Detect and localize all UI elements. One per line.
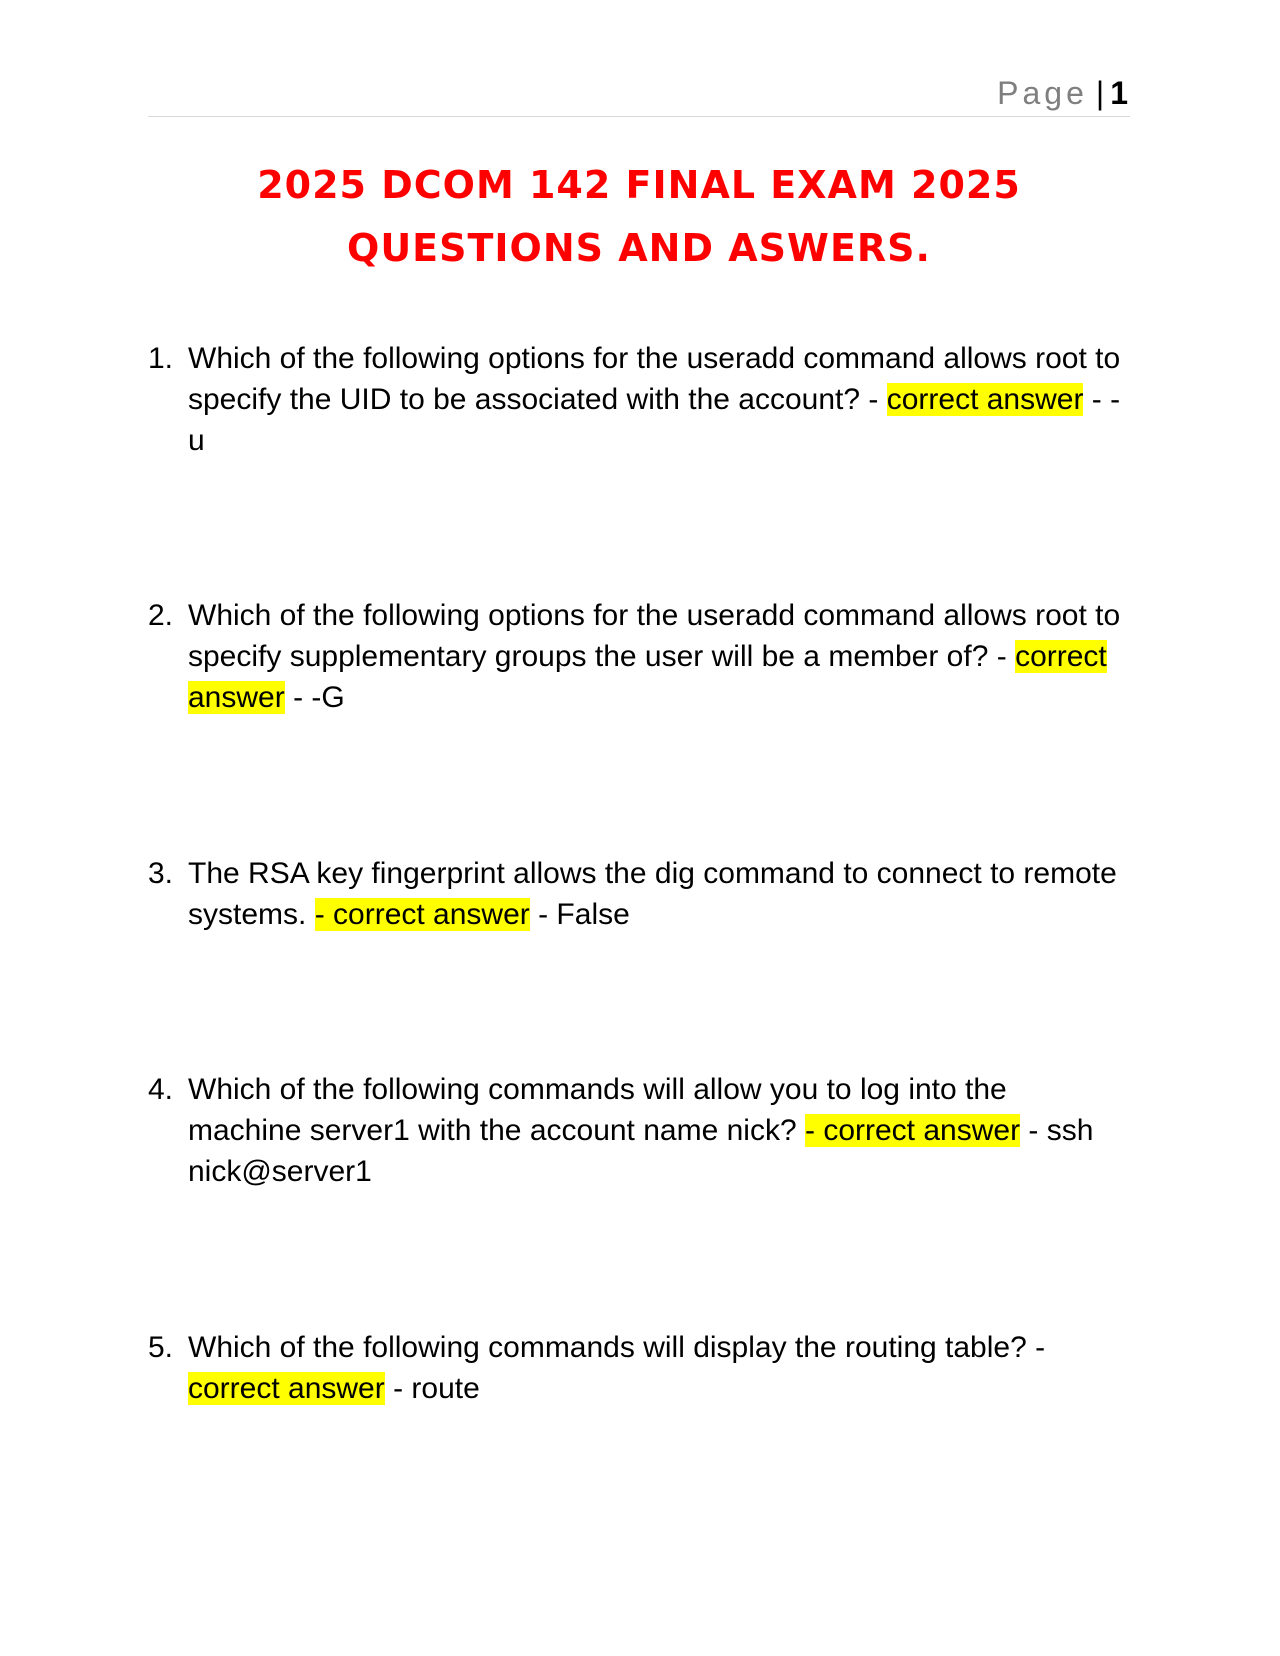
correct-answer-highlight: - correct answer	[314, 898, 530, 931]
page-number: 1	[1110, 75, 1128, 111]
question-body	[188, 1069, 1128, 1192]
answer-text: - route	[393, 1372, 480, 1405]
correct-answer-highlight: correct answer	[188, 1372, 385, 1405]
question-text: The RSA key fingerprint allows the dig command to connect to remote systems.	[188, 857, 1117, 931]
page-header	[148, 70, 1130, 117]
question-number: 2.	[148, 599, 174, 632]
question-number: 4.	[148, 1073, 174, 1106]
document-title	[148, 154, 1130, 280]
page-label: Page	[997, 75, 1088, 111]
question-body	[188, 338, 1128, 461]
answer-text: - ssh nick@server1	[188, 1114, 1094, 1188]
question-2	[148, 595, 1130, 718]
question-body	[188, 595, 1128, 718]
question-number: 1.	[148, 342, 174, 375]
question-text: Which of the following options for the useradd command allows root to specify the UID to be associated with the account? -	[188, 342, 1121, 416]
question-text: Which of the following options for the useradd command allows root to specify supplementary groups the user will be a member of? -	[188, 599, 1121, 673]
correct-answer-highlight: correct answer	[886, 383, 1084, 416]
question-body	[188, 853, 1128, 935]
question-4	[148, 1069, 1130, 1192]
question-1	[148, 338, 1130, 461]
question-text: Which of the following commands will allow you to log into the machine server1 with the account name nick?	[188, 1073, 1007, 1147]
question-5	[148, 1327, 1130, 1409]
answer-text: - False	[538, 898, 630, 931]
question-3	[148, 853, 1130, 935]
title-line-2: QUESTIONS AND ASWERS.	[347, 226, 931, 270]
correct-answer-highlight: correct answer	[188, 640, 1107, 714]
answer-text: - -u	[188, 383, 1121, 457]
question-number: 5.	[148, 1331, 174, 1364]
question-body	[188, 1327, 1128, 1409]
title-line-1: 2025 DCOM 142 FINAL EXAM 2025	[257, 163, 1021, 207]
correct-answer-highlight: - correct answer	[805, 1114, 1021, 1147]
question-number: 3.	[148, 857, 174, 890]
page-separator: |	[1095, 75, 1105, 111]
answer-text: - -G	[293, 681, 345, 714]
question-text: Which of the following commands will display the routing table? -	[188, 1331, 1046, 1364]
